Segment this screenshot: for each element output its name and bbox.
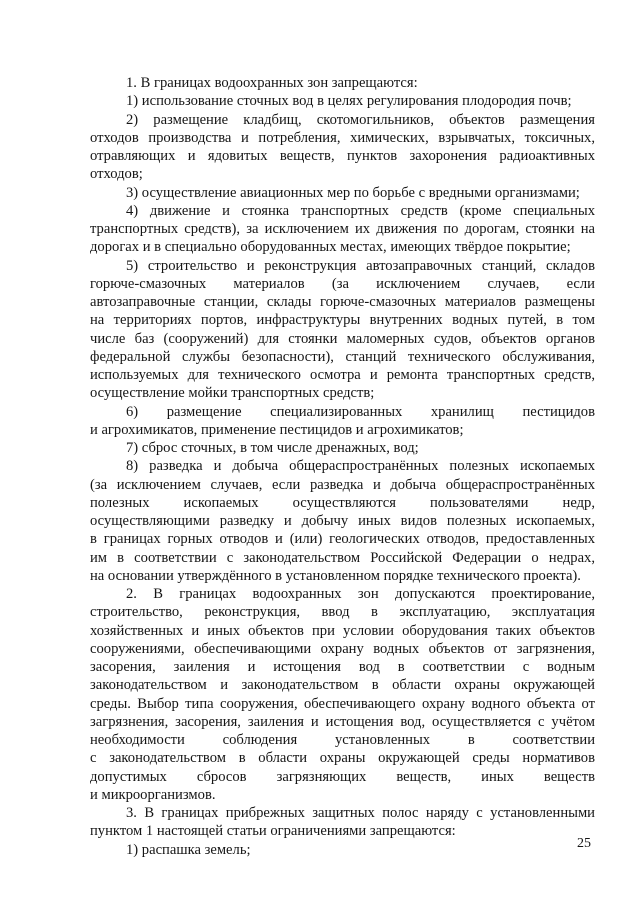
page-number: 25 bbox=[577, 836, 591, 851]
text-line: дорогах и в специально оборудованных местах, имеющих твёрдое покрытие; bbox=[90, 239, 571, 256]
text-line: необходимости соблюдения установленных в соответствии bbox=[90, 732, 595, 748]
text-line: 1) распашка земель; bbox=[126, 841, 251, 858]
text-line: 2) размещение кладбищ, скотомогильников, объектов размещения bbox=[126, 111, 595, 128]
text-line: отходов; bbox=[90, 166, 143, 183]
text-line: и агрохимикатов, применение пестицидов и агрохимикатов; bbox=[90, 421, 464, 438]
text-line: засорения, заиления и истощения вод в соответствии с водным bbox=[90, 659, 595, 675]
text-line: допустимых сбросов загрязняющих веществ, иных веществ bbox=[90, 768, 595, 785]
text-line: используемых для технического осмотра и ремонта транспортных средств, bbox=[90, 367, 595, 383]
text-line: на основании утверждённого в установленном порядке технического проекта). bbox=[90, 567, 581, 584]
text-line: (за исключением случаев, если разведка и добыча общераспространённых bbox=[90, 476, 595, 493]
text-line: 7) сброс сточных, в том числе дренажных, вод; bbox=[126, 440, 419, 456]
text-line: загрязнения, засорения, заиления и истощения вод, осуществляется с учётом bbox=[90, 713, 595, 730]
text-line: горюче-смазочных материалов (за исключением случаев, если bbox=[90, 275, 595, 292]
text-line: и микроорганизмов. bbox=[90, 786, 216, 803]
text-line: осуществление мойки транспортных средств; bbox=[90, 385, 375, 402]
text-line: 6) размещение специализированных хранилищ пестицидов bbox=[126, 403, 595, 420]
text-line: с законодательством в области охраны окружающей среды нормативов bbox=[90, 750, 595, 767]
text-line: 3) осуществление авиационных мер по борьбе с вредными организмами; bbox=[126, 184, 580, 201]
text-line: пунктом 1 настоящей статьи ограничениями запрещаются: bbox=[90, 823, 456, 840]
text-line: 5) строительство и реконструкция автозаправочных станций, складов bbox=[126, 257, 595, 274]
text-line: полезных ископаемых осуществляются пользователями недр, bbox=[90, 494, 595, 511]
text-line: сооружениями, обеспечивающими охрану водных объектов от загрязнения, bbox=[90, 640, 595, 657]
text-line: осуществляющими разведку и добычу иных видов полезных ископаемых, bbox=[90, 513, 595, 529]
text-line: строительство, реконструкция, ввод в эксплуатацию, эксплуатация bbox=[90, 604, 595, 621]
text-line: 4) движение и стоянка транспортных средств (кроме специальных bbox=[126, 202, 595, 219]
text-line: федеральной службы безопасности), станций технического обслуживания, bbox=[90, 348, 595, 365]
text-line: в границах горных отводов и (или) геологических отводов, предоставленных bbox=[90, 531, 595, 548]
text-line: законодательством и законодательством в области охраны окружающей bbox=[90, 677, 595, 694]
text-line: 2. В границах водоохранных зон допускаются проектирование, bbox=[126, 586, 595, 602]
text-line: 1) использование сточных вод в целях регулирования плодородия почв; bbox=[126, 93, 572, 110]
text-line: на территориях портов, инфраструктуры внутренних водных путей, в том bbox=[90, 312, 595, 329]
text-line: отходов производства и потребления, химических, взрывчатых, токсичных, bbox=[90, 129, 595, 146]
text-line: хозяйственных и иных объектов при условии оборудования таких объектов bbox=[90, 622, 595, 639]
text-line: автозаправочные станции, склады горюче-смазочных материалов размещены bbox=[90, 294, 595, 310]
document-body bbox=[90, 74, 595, 859]
text-line: 1. В границах водоохранных зон запрещаются: bbox=[126, 75, 418, 91]
text-line: транспортных средств), за исключением их движения по дорогам, стоянки на bbox=[90, 221, 595, 237]
text-line: отравляющих и ядовитых веществ, пунктов захоронения радиоактивных bbox=[90, 148, 595, 164]
text-line: 8) разведка и добыча общераспространённых полезных ископаемых bbox=[126, 458, 595, 475]
text-line: среды. Выбор типа сооружения, обеспечивающего охрану водного объекта от bbox=[90, 695, 595, 712]
text-line: числе баз (сооружений) для стоянки маломерных судов, объектов органов bbox=[90, 330, 595, 347]
text-line: 3. В границах прибрежных защитных полос наряду с установленными bbox=[126, 805, 595, 821]
text-line: им в соответствии с законодательством Российской Федерации о недрах, bbox=[90, 549, 595, 566]
